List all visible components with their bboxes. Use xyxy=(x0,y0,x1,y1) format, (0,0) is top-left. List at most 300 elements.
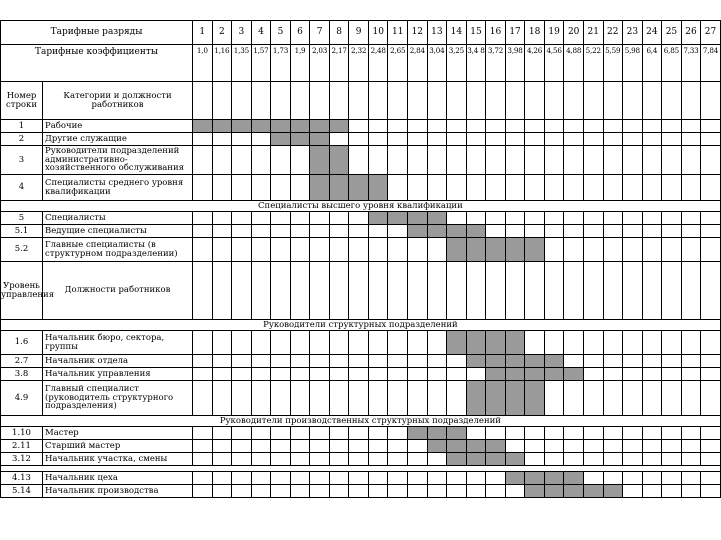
empty-cell xyxy=(310,440,330,453)
empty-cell xyxy=(662,146,682,175)
grade-cell: 6 xyxy=(290,21,310,45)
empty-cell xyxy=(232,368,252,381)
empty-cell xyxy=(290,453,310,466)
empty-cell xyxy=(212,427,232,440)
empty-cell xyxy=(505,225,525,238)
empty-cell xyxy=(212,440,232,453)
empty-cell xyxy=(271,212,291,225)
empty-cell xyxy=(447,262,467,320)
empty-cell xyxy=(681,262,701,320)
row-number: 2 xyxy=(1,133,43,146)
empty-cell xyxy=(408,485,428,498)
grade-band-cell xyxy=(544,472,564,485)
grade-band-cell xyxy=(505,238,525,262)
empty-cell xyxy=(349,472,369,485)
empty-cell xyxy=(310,381,330,416)
empty-cell xyxy=(701,238,721,262)
grade-band-cell xyxy=(310,175,330,201)
empty-cell xyxy=(583,472,603,485)
empty-cell xyxy=(368,133,388,146)
grade-band-cell xyxy=(310,120,330,133)
empty-cell xyxy=(603,146,623,175)
grade-band-cell xyxy=(466,381,486,416)
grade-band-cell xyxy=(427,440,447,453)
empty-cell xyxy=(681,238,701,262)
empty-cell xyxy=(368,82,388,120)
grade-cell: 27 xyxy=(701,21,721,45)
row-label: Рабочие xyxy=(43,120,193,133)
empty-cell xyxy=(486,82,506,120)
empty-cell xyxy=(408,472,428,485)
empty-cell xyxy=(642,120,662,133)
empty-cell xyxy=(349,355,369,368)
row-label: Начальник бюро, сектора, группы xyxy=(43,331,193,355)
empty-cell xyxy=(427,146,447,175)
grade-band-cell xyxy=(466,453,486,466)
empty-cell xyxy=(349,212,369,225)
empty-cell xyxy=(212,133,232,146)
empty-cell xyxy=(642,472,662,485)
row-number: 1 xyxy=(1,120,43,133)
row-number: 5.1 xyxy=(1,225,43,238)
row-label: Специалисты среднего уровня квалификации xyxy=(43,175,193,201)
empty-cell xyxy=(212,381,232,416)
empty-cell xyxy=(349,133,369,146)
empty-cell xyxy=(290,331,310,355)
empty-cell xyxy=(349,146,369,175)
empty-cell xyxy=(642,146,662,175)
empty-cell xyxy=(603,381,623,416)
coefficient-cell: 4,26 xyxy=(525,45,545,82)
empty-cell xyxy=(368,262,388,320)
empty-cell xyxy=(290,175,310,201)
empty-cell xyxy=(662,453,682,466)
empty-cell xyxy=(681,82,701,120)
empty-cell xyxy=(681,175,701,201)
grade-band-cell xyxy=(271,133,291,146)
empty-cell xyxy=(271,381,291,416)
empty-cell xyxy=(447,485,467,498)
empty-cell xyxy=(662,368,682,381)
production-managers-section-row-label: Руководители производственных структурных подразделений xyxy=(1,416,721,427)
empty-cell xyxy=(408,175,428,201)
empty-cell xyxy=(525,262,545,320)
empty-cell xyxy=(447,381,467,416)
row-label: Старший мастер xyxy=(43,440,193,453)
empty-cell xyxy=(193,440,213,453)
empty-cell xyxy=(408,331,428,355)
empty-cell xyxy=(349,120,369,133)
empty-cell xyxy=(662,355,682,368)
empty-cell xyxy=(427,238,447,262)
empty-cell xyxy=(486,120,506,133)
empty-cell xyxy=(212,82,232,120)
empty-cell xyxy=(505,133,525,146)
empty-cell xyxy=(447,82,467,120)
empty-cell xyxy=(193,238,213,262)
empty-cell xyxy=(662,82,682,120)
empty-cell xyxy=(701,453,721,466)
empty-cell xyxy=(232,238,252,262)
empty-cell xyxy=(388,146,408,175)
empty-cell xyxy=(310,368,330,381)
empty-cell xyxy=(408,368,428,381)
row-number: 3.12 xyxy=(1,453,43,466)
grade-band-cell xyxy=(505,381,525,416)
coefficient-cell: 4,56 xyxy=(544,45,564,82)
empty-cell xyxy=(544,133,564,146)
grade-cell: 18 xyxy=(525,21,545,45)
empty-cell xyxy=(681,368,701,381)
empty-cell xyxy=(329,368,349,381)
empty-cell xyxy=(544,427,564,440)
empty-cell xyxy=(603,427,623,440)
empty-cell xyxy=(251,212,271,225)
empty-cell xyxy=(642,133,662,146)
empty-cell xyxy=(368,225,388,238)
empty-cell xyxy=(466,485,486,498)
empty-cell xyxy=(525,427,545,440)
empty-cell xyxy=(232,453,252,466)
empty-cell xyxy=(388,175,408,201)
grade-band-cell xyxy=(525,485,545,498)
table-row xyxy=(1,238,721,262)
empty-cell xyxy=(368,453,388,466)
empty-cell xyxy=(427,175,447,201)
row-label: Начальник цеха xyxy=(43,472,193,485)
empty-cell xyxy=(583,120,603,133)
empty-cell xyxy=(271,453,291,466)
grade-band-cell xyxy=(544,485,564,498)
grade-band-cell xyxy=(290,120,310,133)
empty-cell xyxy=(642,453,662,466)
empty-cell xyxy=(642,238,662,262)
grade-cell: 20 xyxy=(564,21,584,45)
empty-cell xyxy=(466,368,486,381)
empty-cell xyxy=(427,472,447,485)
empty-cell xyxy=(212,146,232,175)
empty-cell xyxy=(408,355,428,368)
table-row xyxy=(1,381,721,416)
grade-band-cell xyxy=(427,225,447,238)
empty-cell xyxy=(466,262,486,320)
empty-cell xyxy=(349,453,369,466)
grade-band-cell xyxy=(525,381,545,416)
row-number: 1.10 xyxy=(1,427,43,440)
grade-band-cell xyxy=(271,120,291,133)
empty-cell xyxy=(251,472,271,485)
empty-cell xyxy=(368,331,388,355)
empty-cell xyxy=(232,472,252,485)
empty-cell xyxy=(251,133,271,146)
grade-band-cell xyxy=(447,225,467,238)
empty-cell xyxy=(193,485,213,498)
grade-cell: 17 xyxy=(505,21,525,45)
empty-cell xyxy=(212,485,232,498)
empty-cell xyxy=(290,225,310,238)
empty-cell xyxy=(329,82,349,120)
table-row xyxy=(1,453,721,466)
empty-cell xyxy=(681,133,701,146)
empty-cell xyxy=(193,82,213,120)
empty-cell xyxy=(544,453,564,466)
empty-cell xyxy=(642,331,662,355)
empty-cell xyxy=(603,225,623,238)
empty-cell xyxy=(290,238,310,262)
empty-cell xyxy=(642,225,662,238)
grade-band-cell xyxy=(212,120,232,133)
empty-cell xyxy=(271,472,291,485)
empty-cell xyxy=(681,453,701,466)
empty-cell xyxy=(447,175,467,201)
positions-header-row xyxy=(1,262,721,320)
empty-cell xyxy=(310,453,330,466)
empty-cell xyxy=(251,175,271,201)
empty-cell xyxy=(466,120,486,133)
row-label: Начальник участка, смены xyxy=(43,453,193,466)
table-row xyxy=(1,120,721,133)
empty-cell xyxy=(212,355,232,368)
empty-cell xyxy=(251,262,271,320)
empty-cell xyxy=(290,427,310,440)
grade-cell: 19 xyxy=(544,21,564,45)
empty-cell xyxy=(505,212,525,225)
empty-cell xyxy=(329,262,349,320)
empty-cell xyxy=(544,175,564,201)
empty-cell xyxy=(701,355,721,368)
specialists-section-row xyxy=(1,201,721,212)
row-number: 4.9 xyxy=(1,381,43,416)
empty-cell xyxy=(388,120,408,133)
coefficient-cell: 1,9 xyxy=(290,45,310,82)
empty-cell xyxy=(583,225,603,238)
grade-cell: 11 xyxy=(388,21,408,45)
empty-cell xyxy=(368,355,388,368)
empty-cell xyxy=(603,262,623,320)
grade-band-cell xyxy=(486,381,506,416)
empty-cell xyxy=(212,238,232,262)
empty-cell xyxy=(232,485,252,498)
empty-cell xyxy=(271,146,291,175)
production-managers-section-row xyxy=(1,416,721,427)
grade-band-cell xyxy=(466,331,486,355)
empty-cell xyxy=(701,440,721,453)
grade-band-cell xyxy=(447,331,467,355)
tariff-grid-table xyxy=(0,20,721,498)
empty-cell xyxy=(193,175,213,201)
coefficient-cell: 3,98 xyxy=(505,45,525,82)
empty-cell xyxy=(525,225,545,238)
empty-cell xyxy=(583,262,603,320)
empty-cell xyxy=(662,262,682,320)
empty-cell xyxy=(388,238,408,262)
empty-cell xyxy=(525,212,545,225)
empty-cell xyxy=(232,175,252,201)
empty-cell xyxy=(486,133,506,146)
grade-band-cell xyxy=(486,355,506,368)
empty-cell xyxy=(212,212,232,225)
coefficient-cell: 5,22 xyxy=(583,45,603,82)
empty-cell xyxy=(623,262,643,320)
empty-cell xyxy=(662,238,682,262)
empty-cell xyxy=(212,175,232,201)
empty-cell xyxy=(564,381,584,416)
empty-cell xyxy=(290,82,310,120)
empty-cell xyxy=(251,355,271,368)
managers-section-row-label: Руководители структурных подразделений xyxy=(1,320,721,331)
empty-cell xyxy=(193,212,213,225)
header-positions: Должности работников xyxy=(43,262,193,320)
empty-cell xyxy=(681,472,701,485)
empty-cell xyxy=(525,331,545,355)
grade-band-cell xyxy=(408,427,428,440)
empty-cell xyxy=(701,262,721,320)
empty-cell xyxy=(388,355,408,368)
empty-cell xyxy=(544,262,564,320)
empty-cell xyxy=(701,485,721,498)
empty-cell xyxy=(583,427,603,440)
empty-cell xyxy=(251,146,271,175)
empty-cell xyxy=(271,440,291,453)
empty-cell xyxy=(329,238,349,262)
empty-cell xyxy=(525,133,545,146)
empty-cell xyxy=(466,146,486,175)
empty-cell xyxy=(642,485,662,498)
empty-cell xyxy=(329,440,349,453)
empty-cell xyxy=(427,331,447,355)
empty-cell xyxy=(329,331,349,355)
empty-cell xyxy=(271,225,291,238)
empty-cell xyxy=(466,175,486,201)
empty-cell xyxy=(642,440,662,453)
empty-cell xyxy=(251,427,271,440)
empty-cell xyxy=(623,175,643,201)
empty-cell xyxy=(583,133,603,146)
grade-cell: 16 xyxy=(486,21,506,45)
coefficient-cell: 3,04 xyxy=(427,45,447,82)
empty-cell xyxy=(544,238,564,262)
grade-band-cell xyxy=(447,440,467,453)
empty-cell xyxy=(564,453,584,466)
empty-cell xyxy=(388,427,408,440)
empty-cell xyxy=(349,262,369,320)
empty-cell xyxy=(505,427,525,440)
grade-band-cell xyxy=(447,427,467,440)
empty-cell xyxy=(583,175,603,201)
grade-band-cell xyxy=(310,146,330,175)
grade-band-cell xyxy=(564,485,584,498)
empty-cell xyxy=(623,355,643,368)
empty-cell xyxy=(544,331,564,355)
table-row xyxy=(1,427,721,440)
empty-cell xyxy=(701,225,721,238)
empty-cell xyxy=(662,331,682,355)
empty-cell xyxy=(388,440,408,453)
category-header-row xyxy=(1,82,721,120)
empty-cell xyxy=(603,472,623,485)
empty-cell xyxy=(642,212,662,225)
empty-cell xyxy=(251,440,271,453)
row-number: 5.14 xyxy=(1,485,43,498)
grade-band-cell xyxy=(583,485,603,498)
coefficient-cell: 6,85 xyxy=(662,45,682,82)
grade-cell: 4 xyxy=(251,21,271,45)
coefficient-cell: 5,98 xyxy=(623,45,643,82)
empty-cell xyxy=(232,427,252,440)
grade-band-cell xyxy=(466,440,486,453)
coefficient-cell: 2,65 xyxy=(388,45,408,82)
grade-band-cell xyxy=(466,355,486,368)
empty-cell xyxy=(564,331,584,355)
empty-cell xyxy=(251,238,271,262)
grade-cell: 25 xyxy=(662,21,682,45)
empty-cell xyxy=(349,381,369,416)
empty-cell xyxy=(525,175,545,201)
tariff-coefficients-row xyxy=(1,45,721,82)
empty-cell xyxy=(681,381,701,416)
grade-band-cell xyxy=(505,472,525,485)
empty-cell xyxy=(681,440,701,453)
empty-cell xyxy=(193,368,213,381)
coefficient-cell: 3,25 xyxy=(447,45,467,82)
empty-cell xyxy=(623,212,643,225)
empty-cell xyxy=(564,427,584,440)
coefficient-cell: 7,33 xyxy=(681,45,701,82)
empty-cell xyxy=(427,381,447,416)
coefficient-cell: 1,57 xyxy=(251,45,271,82)
empty-cell xyxy=(662,212,682,225)
empty-cell xyxy=(486,175,506,201)
empty-cell xyxy=(623,440,643,453)
coefficient-cell: 7,84 xyxy=(701,45,721,82)
empty-cell xyxy=(642,381,662,416)
empty-cell xyxy=(642,82,662,120)
empty-cell xyxy=(505,485,525,498)
empty-cell xyxy=(329,472,349,485)
empty-cell xyxy=(251,82,271,120)
empty-cell xyxy=(388,225,408,238)
coefficient-cell: 2,48 xyxy=(368,45,388,82)
empty-cell xyxy=(427,453,447,466)
grade-band-cell xyxy=(525,355,545,368)
empty-cell xyxy=(603,212,623,225)
empty-cell xyxy=(368,427,388,440)
coefficient-cell: 1,35 xyxy=(232,45,252,82)
empty-cell xyxy=(408,146,428,175)
empty-cell xyxy=(623,225,643,238)
grade-band-cell xyxy=(349,175,369,201)
grade-cell: 1 xyxy=(193,21,213,45)
grade-band-cell xyxy=(408,212,428,225)
grade-band-cell xyxy=(505,368,525,381)
coefficient-cell: 6,4 xyxy=(642,45,662,82)
empty-cell xyxy=(271,238,291,262)
table-row xyxy=(1,212,721,225)
table-row xyxy=(1,146,721,175)
empty-cell xyxy=(408,238,428,262)
empty-cell xyxy=(310,82,330,120)
empty-cell xyxy=(408,120,428,133)
row-label: Мастер xyxy=(43,427,193,440)
empty-cell xyxy=(290,262,310,320)
empty-cell xyxy=(349,427,369,440)
empty-cell xyxy=(623,381,643,416)
empty-cell xyxy=(564,225,584,238)
empty-cell xyxy=(349,331,369,355)
empty-cell xyxy=(525,120,545,133)
empty-cell xyxy=(662,225,682,238)
empty-cell xyxy=(701,82,721,120)
